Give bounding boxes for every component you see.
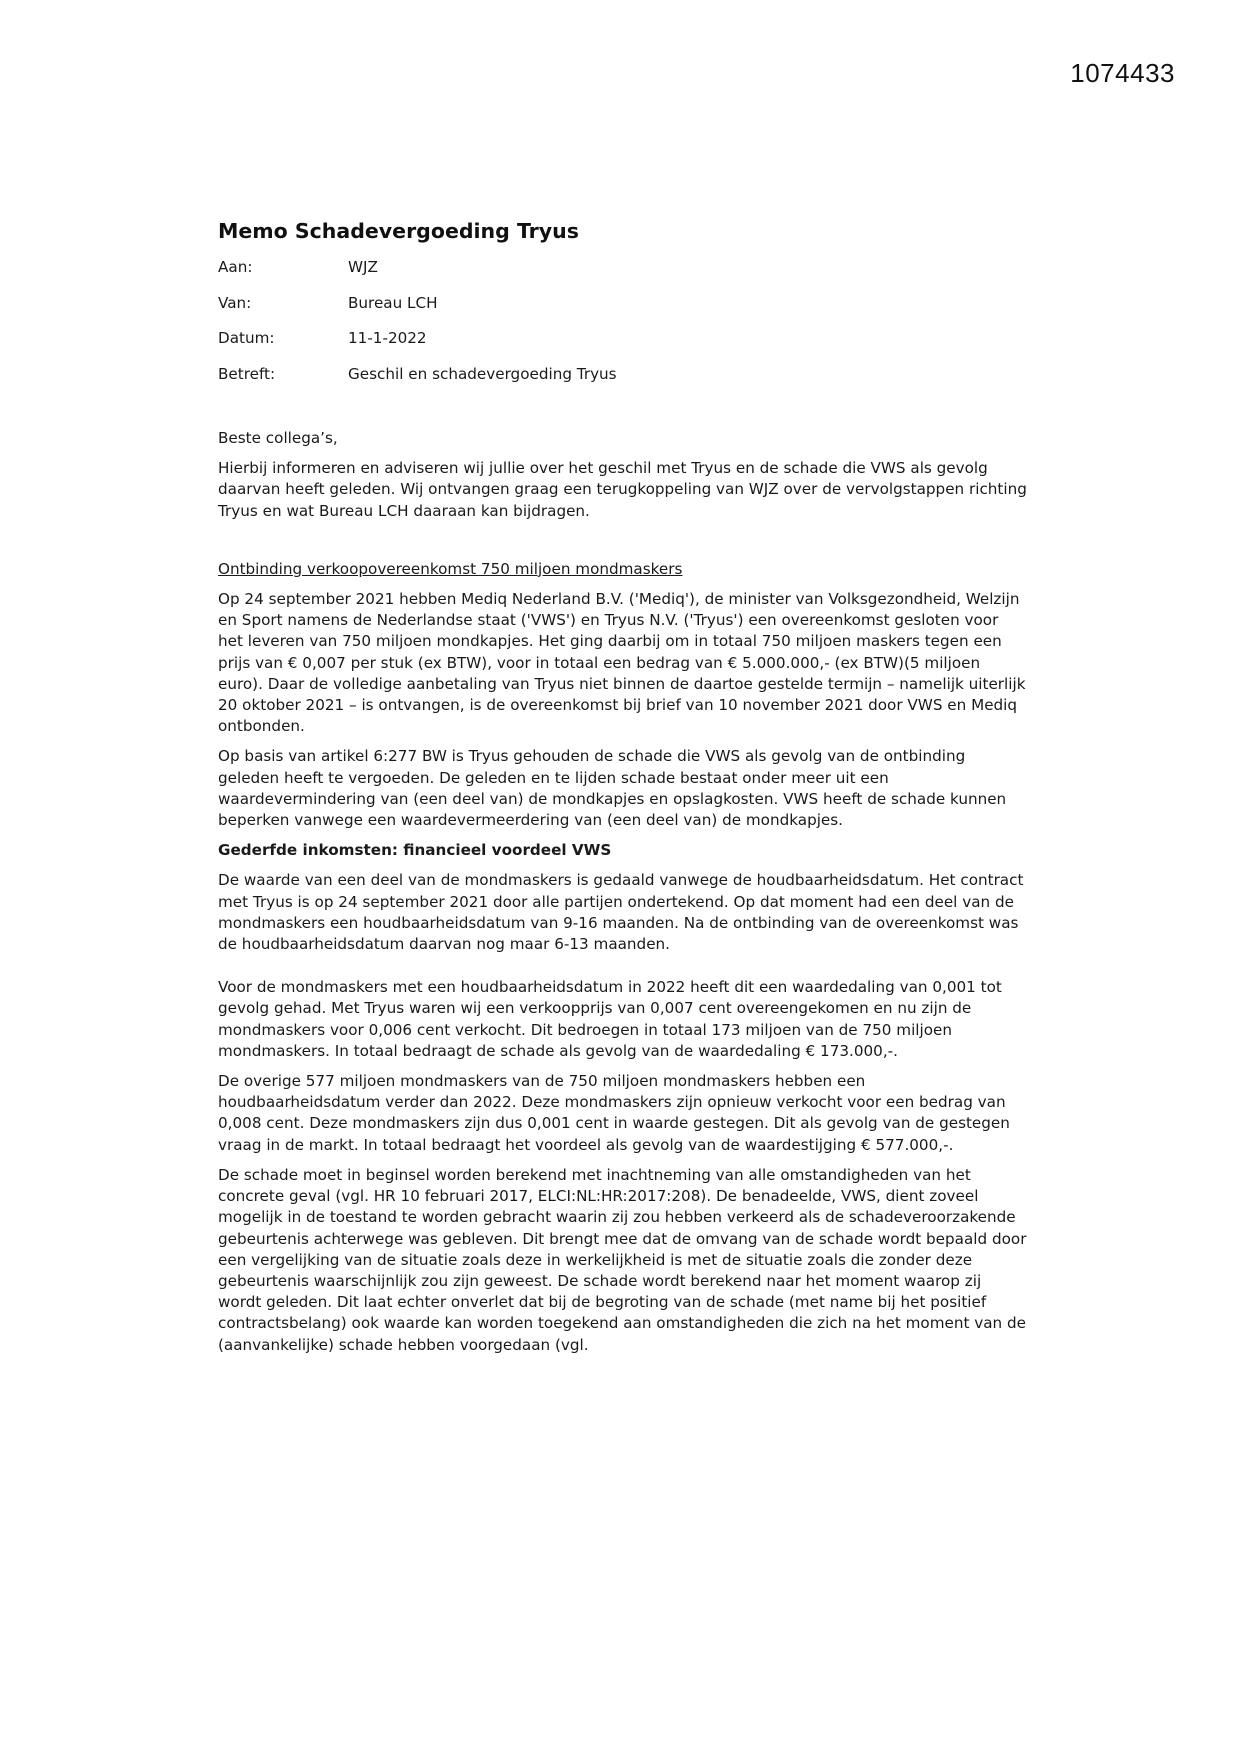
meta-row-van: [218, 286, 1028, 322]
body-paragraph: Op basis van artikel 6:277 BW is Tryus gehouden de schade die VWS als gevolg van de ontbinding geleden heeft te vergoeden. De geleden en te lijden schade bestaat onder meer uit een waardevermindering van (een deel van) de mondkapjes en opslagkosten. VWS heeft de schade kunnen beperken vanwege een waardevermeerdering van (een deel van) de mondkapjes.: [218, 747, 1007, 830]
salutation: Beste collega’s,: [218, 429, 338, 447]
document-id: 1074433: [1070, 58, 1175, 88]
meta-value: 11-1-2022: [348, 329, 427, 348]
section-heading-gederfde-inkomsten: Gederfde inkomsten: financieel voordeel VWS: [218, 841, 612, 860]
memo-page: [218, 218, 1028, 1365]
section-heading-ontbinding: Ontbinding verkoopovereenkomst 750 miljoen mondmaskers: [218, 559, 683, 578]
memo-title: Memo Schadevergoeding Tryus: [218, 219, 579, 243]
intro-paragraph: Hierbij informeren en adviseren wij jullie over het geschil met Tryus en de schade die VWS als gevolg daarvan heeft geleden. Wij ontvangen graag een terugkoppeling van WJZ over de vervolgstappen richting Tryus en wat Bureau LCH daaraan kan bijdragen.: [218, 459, 1027, 520]
body-paragraph: Op 24 september 2021 hebben Mediq Nederland B.V. ('Mediq'), de minister van Volksgezondheid, Welzijn en Sport namens de Nederlandse staat ('VWS') en Tryus N.V. ('Tryus') een overeenkomst gesloten voor het leveren van 750 miljoen mondkapjes. Het ging daarbij om in totaal 750 miljoen maskers tegen een prijs van € 0,007 per stuk (ex BTW), voor in totaal een bedrag van € 5.000.000,- (ex BTW)(5 miljoen euro). Daar de volledige aanbetaling van Tryus niet binnen de daartoe gestelde termijn – namelijk uiterlijk 20 oktober 2021 – is ontvangen, is de overeenkomst bij brief van 10 november 2021 door VWS en Mediq ontbonden.: [218, 590, 1026, 736]
meta-value: Geschil en schadevergoeding Tryus: [348, 364, 617, 383]
meta-value: Bureau LCH: [348, 293, 438, 312]
meta-label: Datum:: [218, 329, 275, 348]
body-paragraph: De schade moet in beginsel worden berekend met inachtneming van alle omstandigheden van het concrete geval (vgl. HR 10 februari 2017, ELCI:NL:HR:2017:208). De benadeelde, VWS, dient zoveel mogelijk in de toestand te worden gebracht waarin zij zou hebben verkeerd als de schadeveroorzakende gebeurtenis achterwege was gebleven. Dit brengt mee dat de omvang van de schade wordt bepaald door een vergelijking van de situatie zoals deze in werkelijkheid is met de situatie zoals die zonder deze gebeurtenis waarschijnlijk zou zijn geweest. De schade wordt berekend naar het moment waarop zij wordt geleden. Dit laat echter onverlet dat bij de begroting van de schade (met name bij het positief contractsbelang) ook waarde kan worden toegekend aan omstandigheden die zich na het moment van de (aanvankelijke) schade hebben voorgedaan (vgl.: [218, 1165, 1027, 1354]
meta-row-aan: [218, 250, 1028, 286]
body-paragraph: De overige 577 miljoen mondmaskers van de 750 miljoen mondmaskers hebben een houdbaarheidsdatum verder dan 2022. Deze mondmaskers zijn opnieuw verkocht voor een bedrag van 0,008 cent. Deze mondmaskers zijn dus 0,001 cent in waarde gestegen. Dit als gevolg van de gestegen vraag in de markt. In totaal bedraagt het voordeel als gevolg van de waardestijging € 577.000,-.: [218, 1072, 1010, 1154]
body-paragraph: De waarde van een deel van de mondmaskers is gedaald vanwege de houdbaarheidsdatum. Het contract met Tryus is op 24 september 2021 door alle partijen ondertekend. Op dat moment had een deel van de mondmaskers een houdbaarheidsdatum van 9-16 maanden. Na de ontbinding van de overeenkomst was de houdbaarheidsdatum daarvan nog maar 6-13 maanden.: [218, 871, 1024, 954]
meta-value: WJZ: [348, 258, 378, 277]
meta-row-betreft: [218, 357, 1028, 393]
body-paragraph: Voor de mondmaskers met een houdbaarheidsdatum in 2022 heeft dit een waardedaling van 0,001 tot gevolg gehad. Met Tryus waren wij een verkoopprijs van 0,007 cent overeengekomen en nu zijn de mondmaskers voor 0,006 cent verkocht. Dit bedroegen in totaal 173 miljoen van de 750 miljoen mondmaskers. In totaal bedraagt de schade als gevolg van de waardedaling € 173.000,-.: [218, 978, 1002, 1060]
meta-label: Betreft:: [218, 364, 276, 383]
meta-label: Van:: [218, 293, 252, 312]
meta-row-datum: [218, 321, 1028, 357]
meta-label: Aan:: [218, 258, 253, 277]
memo-header-block: [218, 250, 1028, 392]
